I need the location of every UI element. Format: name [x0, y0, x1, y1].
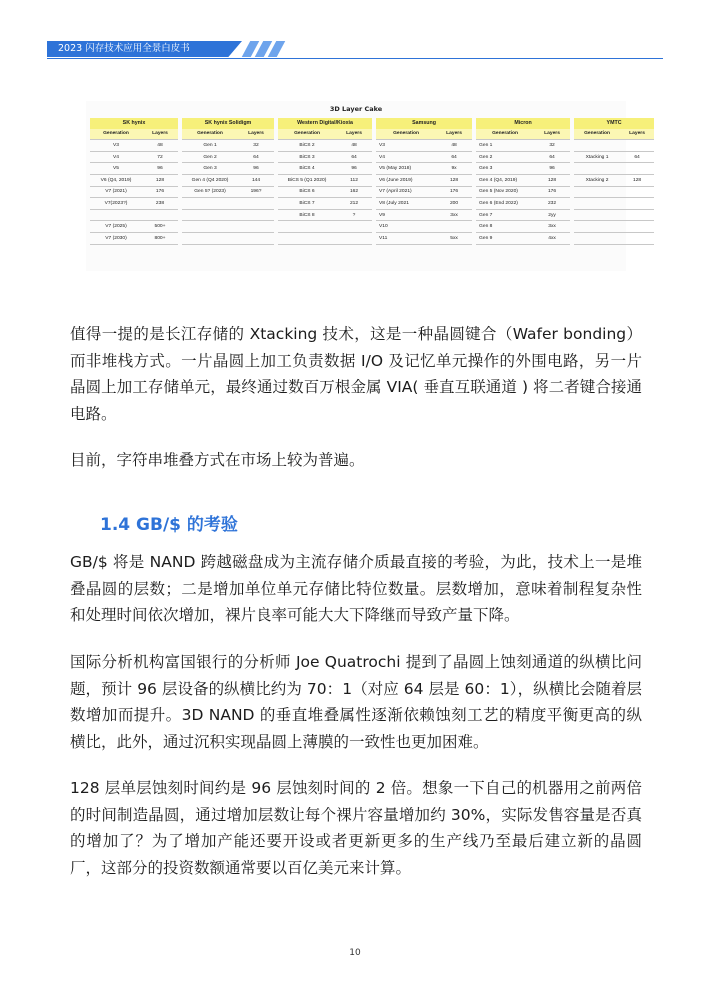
layer-cake-figure	[86, 101, 645, 271]
vendor-header: Micron	[476, 118, 570, 129]
generation-cell	[574, 209, 620, 221]
generation-cell: BiCS 8	[278, 209, 336, 221]
column-header: Layers	[534, 129, 570, 140]
layers-cell: 96	[238, 163, 274, 175]
generation-cell: Gen 2	[182, 151, 238, 163]
column-header: Generation	[376, 129, 436, 140]
column-header: Generation	[278, 129, 336, 140]
layers-cell: 176	[142, 186, 178, 198]
generation-cell	[182, 221, 238, 233]
table-row	[90, 151, 654, 163]
generation-cell	[574, 140, 620, 152]
layers-cell: 176	[534, 186, 570, 198]
generation-cell: V11	[376, 232, 436, 244]
layers-cell: 2yy	[534, 209, 570, 221]
generation-cell: Gen 3	[182, 163, 238, 175]
generation-cell: Gen 6 (End 2022)	[476, 198, 534, 210]
generation-cell: V4	[90, 151, 142, 163]
layers-cell: 112	[336, 174, 372, 186]
layers-cell: 238	[142, 198, 178, 210]
generation-cell: Gen 5? (2023)	[182, 186, 238, 198]
header-rule	[47, 58, 663, 59]
generation-cell	[278, 232, 336, 244]
layers-cell: 3xx	[534, 221, 570, 233]
layers-cell: 196?	[238, 186, 274, 198]
layers-cell: 64	[436, 151, 472, 163]
layers-cell: 48	[436, 140, 472, 152]
layers-cell: 144	[238, 174, 274, 186]
layers-cell	[238, 209, 274, 221]
layers-cell: 5xx	[436, 232, 472, 244]
generation-cell: Gen 2	[476, 151, 534, 163]
layers-cell	[238, 221, 274, 233]
table-row	[90, 209, 654, 221]
layers-cell: 128	[436, 174, 472, 186]
generation-cell: Gen 3	[476, 163, 534, 175]
generation-cell: Gen 1	[476, 140, 534, 152]
layers-cell: 64	[238, 151, 274, 163]
layers-cell: 232	[534, 198, 570, 210]
column-header: Generation	[574, 129, 620, 140]
layers-cell: 48	[336, 140, 372, 152]
generation-cell: V4	[376, 151, 436, 163]
layers-cell	[620, 186, 654, 198]
column-header: Layers	[436, 129, 472, 140]
layer-cake-table	[90, 118, 654, 245]
layers-cell: 64	[534, 151, 570, 163]
generation-cell: Gen 8	[476, 221, 534, 233]
table-row	[90, 163, 654, 175]
layers-cell: 32	[534, 140, 570, 152]
layers-cell: 800+	[142, 232, 178, 244]
column-header: Layers	[238, 129, 274, 140]
vendor-header: SK hynix Solidigm	[182, 118, 274, 129]
layers-cell: 128	[142, 174, 178, 186]
generation-cell: Gen 4 (Q4, 2019)	[476, 174, 534, 186]
layers-cell: 500+	[142, 221, 178, 233]
paragraph-gb-per-dollar: GB/$ 将是 NAND 跨越磁盘成为主流存储介质最直接的考验，为此，技术上一是堆叠晶圆的层数；二是增加单位单元存储比特位数量。层数增加，意味着制程复杂性和处理时间依次增加，裸片良率可能大大下降继而导致产量下降。	[70, 553, 642, 624]
generation-cell: Gen 5 (Nov 2020)	[476, 186, 534, 198]
generation-cell	[182, 232, 238, 244]
generation-cell: V9	[376, 209, 436, 221]
table-row	[90, 140, 654, 152]
table-row	[90, 221, 654, 233]
column-header: Generation	[476, 129, 534, 140]
paragraph-etch-time: 128 层单层蚀刻时间约是 96 层蚀刻时间的 2 倍。想象一下自己的机器用之前两倍的时间制造晶圆，通过增加层数让每个裸片容量增加约 30%，实际发售容量是否真的增加了？为了增加产能还要开设或者更新更多的生产线乃至最后建立新的晶圆厂，这部分的投资数额通常要以百亿美元来计算。	[70, 779, 642, 877]
generation-cell: V5 (May 2018)	[376, 163, 436, 175]
layers-cell	[336, 221, 372, 233]
generation-cell: V6 (June 2019)	[376, 174, 436, 186]
layers-cell: 64	[336, 151, 372, 163]
generation-cell	[574, 221, 620, 233]
generation-cell: Gen 7	[476, 209, 534, 221]
generation-cell: V6 (Q4, 2019)	[90, 174, 142, 186]
layers-cell	[620, 198, 654, 210]
vendor-header: YMTC	[574, 118, 654, 129]
column-header: Layers	[336, 129, 372, 140]
generation-cell	[574, 232, 620, 244]
layers-cell: 176	[436, 186, 472, 198]
layers-cell: 32	[238, 140, 274, 152]
layers-cell	[238, 198, 274, 210]
generation-cell: BiCS 6	[278, 186, 336, 198]
layers-cell: 96	[336, 163, 372, 175]
layers-cell: 96	[534, 163, 570, 175]
column-header: Layers	[142, 129, 178, 140]
layers-cell	[336, 232, 372, 244]
generation-cell	[574, 198, 620, 210]
vendor-header: Western Digital/Kioxia	[278, 118, 372, 129]
generation-cell	[574, 186, 620, 198]
layers-cell: 48	[142, 140, 178, 152]
generation-cell: Xtacking 2	[574, 174, 620, 186]
generation-cell	[90, 209, 142, 221]
layers-cell	[142, 209, 178, 221]
layers-cell: 96	[142, 163, 178, 175]
generation-cell: V7 (April 2021)	[376, 186, 436, 198]
layers-cell: 3xx	[436, 209, 472, 221]
generation-cell: V3	[376, 140, 436, 152]
layers-cell	[620, 163, 654, 175]
generation-cell: V3	[90, 140, 142, 152]
table-row	[90, 198, 654, 210]
generation-cell: V8 (July 2021	[376, 198, 436, 210]
generation-cell: Gen 4 (Q4 2020)	[182, 174, 238, 186]
section-heading: 1.4 GB/$ 的考验	[100, 515, 238, 535]
generation-cell: BiCS 3	[278, 151, 336, 163]
generation-cell	[574, 163, 620, 175]
layers-cell: 9x	[436, 163, 472, 175]
paragraph-string-stacking: 目前，字符串堆叠方式在市场上较为普遍。	[70, 451, 365, 469]
layers-cell: 200	[436, 198, 472, 210]
vendor-header: SK hynix	[90, 118, 178, 129]
column-header: Generation	[90, 129, 142, 140]
generation-cell: BiCS 5 (Q1 2020)	[278, 174, 336, 186]
table-row	[90, 232, 654, 244]
generation-cell: V7 (2025)	[90, 221, 142, 233]
layers-cell	[620, 209, 654, 221]
layers-cell: 4xx	[534, 232, 570, 244]
layers-cell: 162	[336, 186, 372, 198]
generation-cell: V7 (2030)	[90, 232, 142, 244]
generation-cell: Gen 1	[182, 140, 238, 152]
generation-cell	[182, 198, 238, 210]
header-title: 2023 闪存技术应用全景白皮书	[58, 43, 190, 54]
generation-cell: BiCS 2	[278, 140, 336, 152]
layers-cell	[238, 232, 274, 244]
table-row	[90, 174, 654, 186]
layers-cell: ?	[336, 209, 372, 221]
layers-cell: 64	[620, 151, 654, 163]
generation-cell: V7(2023?)	[90, 198, 142, 210]
layers-cell	[620, 140, 654, 152]
generation-cell	[278, 221, 336, 233]
figure-title: 3D Layer Cake	[329, 105, 383, 113]
generation-cell: BiCS 7	[278, 198, 336, 210]
page-number: 10	[349, 948, 361, 958]
layers-cell: 128	[620, 174, 654, 186]
generation-cell: V10	[376, 221, 436, 233]
column-header: Layers	[620, 129, 654, 140]
generation-cell	[182, 209, 238, 221]
layers-cell	[620, 232, 654, 244]
generation-cell: V5	[90, 163, 142, 175]
generation-cell: BiCS 4	[278, 163, 336, 175]
generation-cell: Xtacking 1	[574, 151, 620, 163]
generation-cell: V7 (2021)	[90, 186, 142, 198]
vendor-header: Samsung	[376, 118, 472, 129]
table-row	[90, 186, 654, 198]
generation-cell: Gen 9	[476, 232, 534, 244]
paragraph-xtacking: 值得一提的是长江存储的 Xtacking 技术，这是一种晶圆键合（Wafer bonding）而非堆栈方式。一片晶圆上加工负责数据 I/O 及记忆单元操作的外围电路，另一片晶圆上加工存储单元，最终通过数百万根金属 VIA( 垂直互联通道 ) 将二者键合接通电路。	[70, 325, 642, 423]
paragraph-aspect-ratio: 国际分析机构富国银行的分析师 Joe Quatrochi 提到了晶圆上蚀刻通道的纵横比问题，预计 96 层设备的纵横比约为 70：1（对应 64 层是 60：1），纵横比会随着层数增加而提升。3D NAND 的垂直堆叠属性逐渐依赖蚀刻工艺的精度平衡更高的纵横比，此外，通过沉积实现晶圆上薄膜的一致性也更加困难。	[70, 653, 642, 751]
layers-cell: 72	[142, 151, 178, 163]
layers-cell	[436, 221, 472, 233]
layers-cell: 212	[336, 198, 372, 210]
layers-cell	[620, 221, 654, 233]
column-header: Generation	[182, 129, 238, 140]
layers-cell: 128	[534, 174, 570, 186]
